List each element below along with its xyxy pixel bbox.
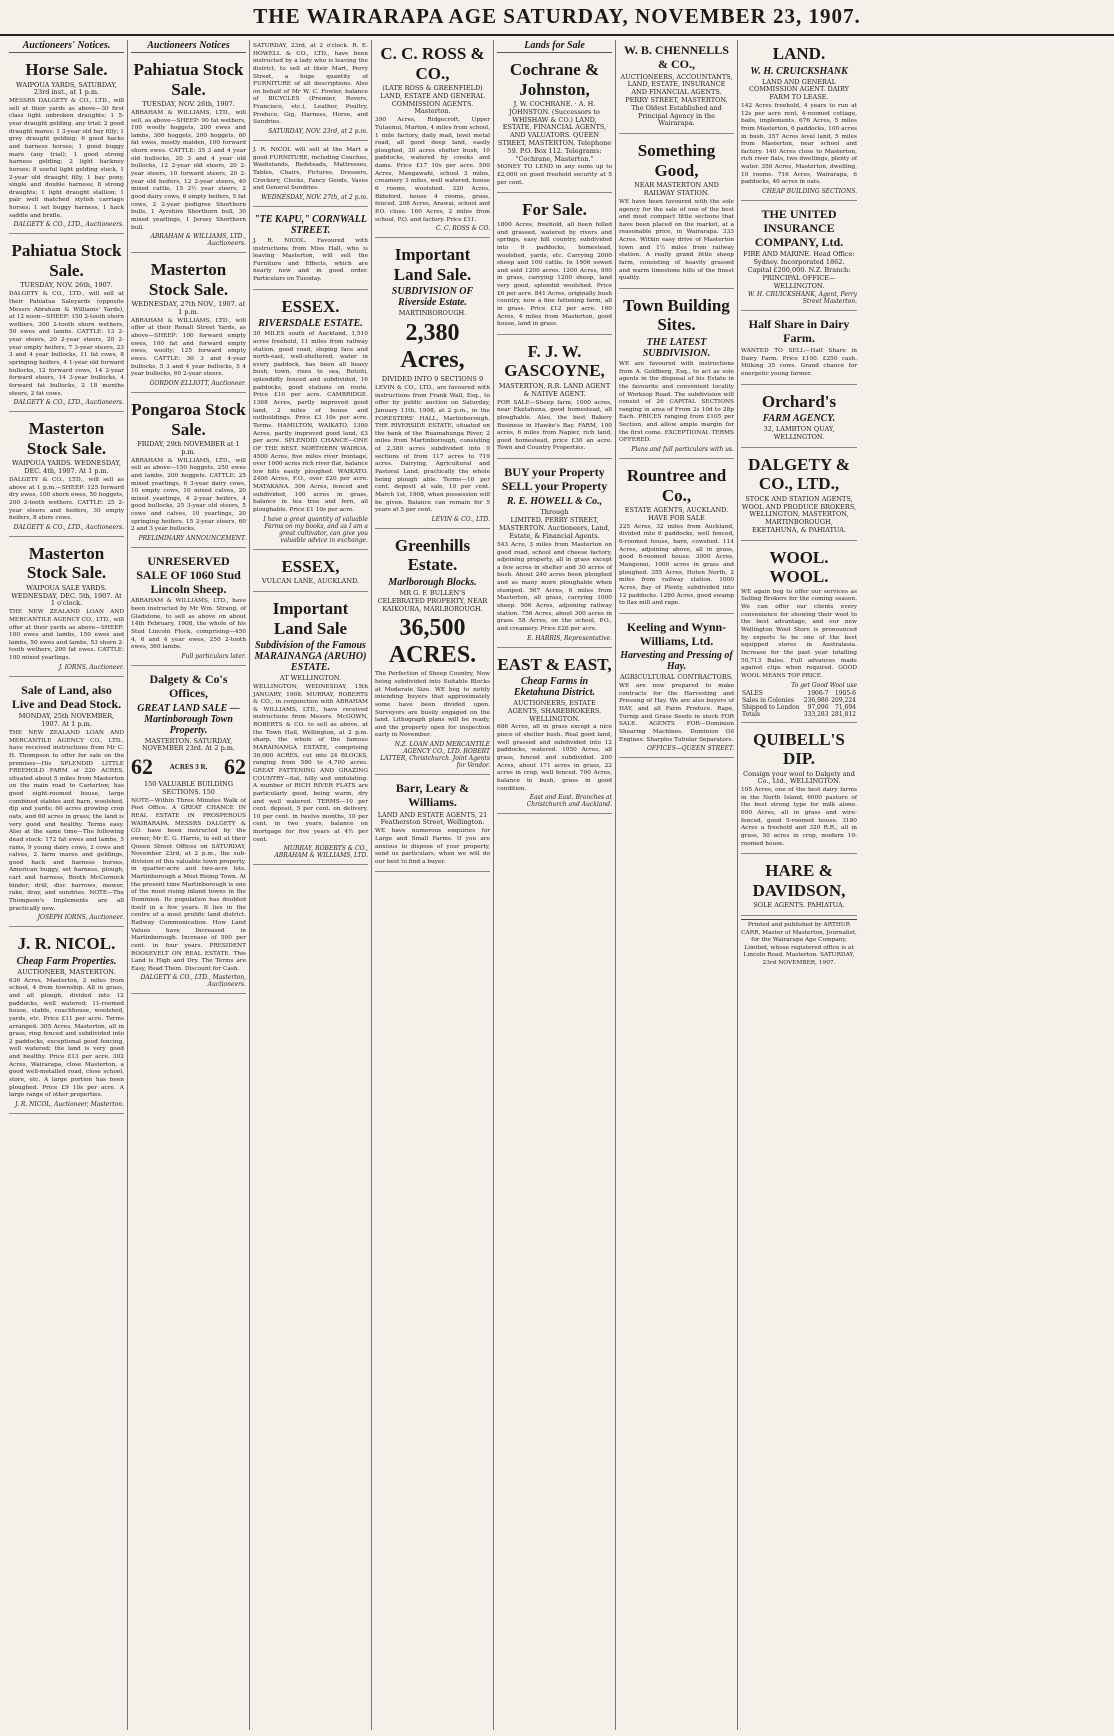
ad-body-text: J. R. NICOL. Favoured with instructions from Miss Hall, who is leaving Masterton, will sell the Furniture and Effects, which are nearly new and in good order. Particulars on Tuesday. [253,237,368,283]
column-4 [372,40,494,1730]
ad-heading: Half Share in Dairy Farm. [748,317,850,346]
ad-subheading: Harvesting and Pressing of Hay. [620,650,733,673]
ad-subtitle: AUCTIONEERS, ACCOUNTANTS, LAND, ESTATE, INSURANCE AND FINANCIAL AGENTS. PERRY STREET, MASTERTON. The Oldest Established and Principal Agency in the Wairarapa. [620,72,733,128]
advertisement [619,40,734,134]
ad-heading: Pahiatua Stock Sale. [11,241,122,280]
ad-subtitle: MR G. F. BULLEN'S CELEBRATED PROPERTY, NEAR KAIKOURA, MARLBOROUGH. [377,588,488,613]
table-header-cell: 1906-7 [807,689,829,697]
ad-heading: For Sale. [522,200,587,220]
ad-signature: DALGETY & CO., LTD., Auctioneers. [13,523,124,531]
ad-subheading: FARM AGENCY. [762,413,836,425]
advertisement [253,40,368,141]
advertisement [497,338,612,459]
ad-subtitle: Consign your wool to Dalgety and Co., Ltd., WELLINGTON. [743,769,855,786]
ad-subheading: Cheap Farm Properties. [16,955,117,967]
ad-body-text: NOTE—Within Three Minutes Walk of Post Office. A GREAT CHANCE IN REAL ESTATE IN PROSPEROUS WAIRARAPA. MESSRS DALGETY & CO. have been instructed by the owner, Mr E. G. Harris, to sell at their Queen Street Offices on SATURDAY, November 23rd, at 2 p.m., the sub-division of this valuable town property, in quarter-acre and two-acre lots. Martinborough a Most Rising Town. At the present time Martinborough is one of the most rising inland towns in the Dominion. Its population has doubled itself in a few years. It lies in the centre of a most prolific land district. Railway Communication. How Land Values have Increased in Martinborough. Increase of 500 per cent. in four years. PRESIDENT ROOSEVELT ON REAL ESTATE. This Land is High and Dry. The Terms are Easy, Read Them. Discount for Cash. [131,797,246,972]
advertisement [9,237,124,412]
ad-subheading: W. H. CRUICKSHANK [750,65,848,77]
acreage-unit: ACRES 3 R. [169,763,208,772]
ad-body-text: THE NEW ZEALAND LOAN AND MERCANTILE AGENCY CO., LTD., have received instructions from Mr C. H. Thompson to offer for sale on the premises—His SPLENDID LITTLE FREEHOLD FARM of 220 ACRES, situated about 5 miles from Masterton on the main road to Carterton; has good eight-roomed house, large combined stables and barn, woolshed, dip and yards; 60 acres growing crop oats, and 60 acres in grass; the land is very good and healthy. Terms easy. Also at the same time—The following dead stock: 172 fat ewes and lambs, 5 rams, 9 young dairy cows, 2 cows and calves, 2 farm mares and geldings, good hack and harness horses, American buggy, set harness, plough, cart and harness, Booth McCormick binder, drill, disc harrows, mower, rake, dray, and sundries. NOTE—The Thompson's Implements are all practically new. [9,729,124,912]
table-header-cell: SALES [742,689,763,697]
ad-signature: CHEAP BUILDING SECTIONS. [762,187,857,195]
table-row [741,704,857,711]
advertisement [741,314,857,384]
ad-body-text: 686 Acres, all in grass except a nice piece of shelter bush. Real good land, well grassed and subdivided into 12 paddocks, watered. 1050 Acres, all grass, fenced and subdivided. 200 Acres, about 171 acres in grass, 22 acres in crop, well fenced. 700 Acres, balance in bush, grass in good condition. [497,724,612,792]
ad-subheading: GREAT LAND SALE — Martinborough Town Property. [137,702,240,736]
ad-heading: Masterton Stock Sale. [148,260,229,299]
table-cell: Shipped to London [742,703,800,711]
ad-body-text: 1800 Acres, freehold, all been felled and grassed, watered by rivers and springs, easy hill country, subdivided into 9 paddocks, homestead, woolshed, yards, etc. Carrying 2000 sheep and 100 cattle. In 1906 sowed and sold 1200 acres. 1200 Acres, 900 in grass, carrying 1200 sheep, land very good, splendid woolshed. Price £6 per acre. 841 Acres, originally bush country, now a fine fattening farm, all in grass. Price £12 per acre. 160 Acres, 4 miles from Masterton, good house, land in grass. [497,221,612,328]
ad-heading: Important Land Sale [272,599,349,638]
ad-heading: Important Land Sale. [393,245,472,284]
table-cell: 236,986 [803,696,829,704]
ad-body-text: J. R. NICOL will sell at the Mart a good FURNITURE, including Couches, Washstands, Bedsteads, Mattresses, Tables, Chairs, Pictures, Dressers, Crockery, Clocks, Fancy Goods, Vases and General Sundries. [253,147,368,192]
ad-heading: C. C. ROSS & CO., [380,44,485,83]
ad-subtitle: Through [540,507,569,516]
advertisement [741,204,857,311]
ad-subtitle: AT WELLINGTON. [279,674,342,683]
ad-signature: C. C. ROSS & CO. [435,225,490,233]
ad-signature: JOSEPH IORNS, Auctioneer. [37,914,124,922]
table-header-row [741,690,857,697]
advertisement [741,726,857,855]
ad-heading: Orchard's [761,391,837,411]
ad-subheading: Cheap Farms in Eketahuna District. [513,676,596,699]
ad-subtitle: VULCAN LANE, AUCKLAND. [261,577,360,586]
ad-heading: Greenhills Estate. [394,535,471,575]
column-5 [494,40,616,1730]
ad-signature: OFFICES—QUEEN STREET. [646,745,734,753]
table-row [741,711,857,718]
column-header: Lands for Sale [497,40,612,53]
advertisement [253,595,368,865]
ad-subtitle: WAIPOUA SALE YARDS. WEDNESDAY, DEC. 5th, 1907. At 1 o'clock. [11,583,122,608]
ad-body-text: MONEY TO LEND in any sums up to £2,000 on good freehold security at 5 per cent. [497,164,612,186]
wool-sales-table [741,690,857,718]
advertisement [9,930,124,1114]
advertisement [131,56,246,253]
ad-subheading: THE LATEST SUBDIVISION. [642,337,711,359]
advertisement [131,551,246,666]
ad-subtitle: J. W. COCHRANE. · A. H. JOHNSTON. (Successors to WHISHAW & CO.) LAND, ESTATE, FINANCIAL AGENTS, AND VALUATORS. QUEEN STREET, MASTERTON. Telephone 59. P.O. Box 112. Telegrams: "Cochrane, Masterton." [497,100,612,163]
ad-subheading: Marlborough Blocks. [388,576,477,588]
advertisement [375,241,490,529]
ad-subtitle: FRIDAY, 29th NOVEMBER at 1 p.m. [137,440,240,456]
ad-subheading: Subdivision of the Famous MARAINANGA (ARUHO) ESTATE. [254,640,367,674]
ad-subtitle: SOLE AGENTS. PAHIATUA. [753,901,845,910]
table-cell: Sales in Colonies [742,696,794,704]
ad-heading: J. R. NICOL. [17,934,116,954]
ad-heading: Pahiatua Stock Sale. [133,60,244,99]
advertisement [9,540,124,677]
advertisement [741,544,857,723]
ad-subtitle: FIRE AND MARINE. Head Office: Sydney. Incorporated 1862. Capital £200,000. N.Z. Branch: PRINCIPAL OFFICE—WELLINGTON. [743,250,855,290]
advertisement [741,388,857,448]
ad-signature: J. R. NICOL, Auctioneer, Masterton. [15,1100,124,1108]
columns-container [6,40,1108,1730]
ad-subtitle: TUESDAY, NOV. 26th, 1907. [142,100,235,109]
advertisement [375,40,490,238]
advertisement [619,292,734,459]
ad-subtitle: NEAR MASTERTON AND RAILWAY STATION. [634,181,719,198]
advertisement [131,256,246,393]
ad-subtitle: WAIPOUA YARDS, SATURDAY, 23rd inst., at 1 p.m. [16,80,117,97]
ad-subtitle: (LATE ROSS & GREENFIELD) LAND, ESTATE AND GENERAL COMMISSION AGENTS. Masterton. [380,84,485,116]
table-row [741,697,857,704]
ad-heading: Sale of Land, also Live and Dead Stock. [11,682,122,711]
ad-heading: Something Good, [637,141,716,180]
advertisement [131,669,246,995]
advertisement [9,56,124,234]
column-7 [738,40,860,1730]
ad-body-text: The Perfection of Sheep Country, Now being subdivided into Suitable Blocks at Moderate Size. WE beg to notify intending buyers that approximately some have been divided upon. Surveyors are busily engaged on the land. Lithograph plans will be ready, and the property open for inspection early in November. [375,671,490,739]
ad-body-text: 30 MILES south of Auckland, 1,510 acres freehold, 11 miles from railway station, good road, sloping face and north-east, well-sheltered, water in every paddock, has been all heavy bush, town, rises to sea, Rotoiti, splendidly fenced and subdivided, 16 paddocks, good stations on route. Price £10 per acre. CAMBRIDGE. 1368 Acres, partly improved good land, 2 miles of house and outbuildings. Price £3 10s per acre. Terms. HAMILTON, WAIKATO. 1300 Acres, partly improved good land, £3 per acre. SPLENDID CHANCE—ONE OF THE BEST. NORTHERN WAIROA. 4500 Acres, five miles river frontage, over 1000 acres rich river flat, balance low hills easily ploughed. WAIKATO. 2400 Acres, F.O., over £20 per acre. MATAKANA. 306 Acres, fenced and subdivided, 100 acres in grass, balance in tea tree and fern, all ploughable. Price £1 10s per acre. [253,331,368,514]
ad-subtitle: AUCTIONEER, MASTERTON. [17,967,116,976]
advertisement [497,56,612,193]
ad-heading: Masterton Stock Sale. [26,543,107,583]
ad-heading: W. B. CHENNELLS & CO., [624,43,729,71]
advertisement [497,462,612,647]
ad-heading: ESSEX, [281,556,340,576]
advertisement [619,137,734,289]
ad-body-text: WELLINGTON, WEDNESDAY, 15th JANUARY, 1908. MURRAY, ROBERTS & CO., in conjunction with ABRAHAM & WILLIAMS, LTD., have received instructions from Messrs. McGOWN, ROBERTS & CO. to sell as above, at the Town Hall, Wellington, at 2 p.m. sharp, the whole of the famous MARAINANGA ESTATE, comprising 36,000 ACRES, cut into 24 BLOCKS, ranging from 580 to 4,700 acres. GREAT FATTENING AND GRAZING COUNTRY—flat, hilly and undulating. A number of RICH RIVER FLATS are particularly good, being warm, dry and well watered. TERMS—10 per cent. deposit, 5 per cent. on delivery, 10 per cent. in twelve months, 10 per cent. in two years, balance on mortgage for five years at 4½ per cent. [253,683,368,843]
ad-body-text: DALGETY & CO., LTD., will sell at their Pahiatua Saleyards (opposite Messrs Abraham & Williams' Yards), at 12 noon—SHEEP: 150 2-tooth shorn wethers, 300 2-tooth shorn wethers, 50 ewes and lambs. CATTLE: 13 2-year steers, 20 2-year steers, 20 2-year empty heifers, 7 3-year steers, 23 3 and 4 year bullocks, 11 fat cows, 8 springing heifers, 4 1-year old forward bullocks, 12 forward cows, 14 2-year forward steers, 14 3-year bullocks, 4 forward fat bullocks, 2 18 months steers, 2 fat cows. [9,291,124,397]
table-cell: 209,224 [831,696,856,704]
ad-heading: F. J. W. GASCOYNE, [504,341,605,381]
ad-subheading: SUBDIVISION OF Riverside Estate. [391,286,474,309]
ad-heading: DALGETY & CO., LTD., [748,454,850,494]
ad-body-text: WANTED TO SELL—Half Share in Dairy Farm. Price £100. £250 cash. Milking 35 cows. Grand chance for energetic young farmer. [741,347,857,377]
ad-heading: ESSEX. [281,296,340,316]
ad-subtitle: WEDNESDAY, 27th NOV., 1907. at 1 p.m. [131,300,246,317]
ad-signature: MURRAY, ROBERTS & CO., ABRAHAM & WILLIAMS, LTD. [274,845,368,860]
ad-signature: East and East. Branches at Christchurch and Auckland. [526,794,612,809]
ad-heading: BUY your Property SELL your Property [501,465,608,493]
advertisement [497,196,612,335]
ad-body-text: 225 Acres, 32 miles from Auckland, divided into 6 paddocks, well fenced, 6-roomed house, barn, cowshed. 114 Acres, adjoining above, all in grass, good 6-roomed house. 3000 Acres, Mangonui, 1000 acres in grass and ploughed. 355 Acres, Hoten North, 2 miles from railway station. 1000 Acres, Bay of Plenty, subdivided into 12 paddocks. 1280 Acres, good swamp to flax mill and rape. [619,523,734,607]
ad-heading: LAND. [772,44,826,63]
ad-signature: E. HARRIS, Representative. [527,634,612,642]
ad-signature: SATURDAY, NOV. 23rd, at 2 p.m. [268,128,368,136]
ad-body-text: THE NEW ZEALAND LOAN AND MERCANTILE AGENCY CO., LTD., will offer at their yards as above—SHEEP: 100 ewes and lambs, 150 ewes and lambs, 50 ewes and lambs, 53 shorn 2-tooth wethers, 200 fat ewes. CATTLE: 100 mixed yearlings. [9,609,124,662]
ad-subtitle: WAIPOUA YARDS. WEDNESDAY, DEC. 4th, 1907. At 1 p.m. [12,459,121,476]
ad-signature: Full particulars later. [181,652,246,660]
ad-body-text: ABRAHAM & WILLIAMS, LTD., will sell, as above—SHEEP: 90 fat wethers, 100 woolly hoggets, 200 ewes and lambs, 300 hoggets, 200 hoggets, 60 fat ewes, mostly maiden, 100 forward shorn ewes. CATTLE: 35 3 and 4 year old bullocks, 20 3 and 4 year old bullocks, 12 2-year old steers, 20 2-year steers, 10 forward steers, 20 2-year old heifers, 12 2-year steers, 40 mixed cattle, 15 2½ year steers, 2 good dairy cows, 6 empty heifers, 5 fat cows, 2 2-year pedigree Shorthorn bulls, 1 Ayrshire Shorthorn bull, 30 mixed yearlings, 1 Jersey Shorthorn bull. [131,109,246,231]
advertisement [741,451,857,541]
column-header: Auctioneers Notices [131,40,246,53]
advertisement [741,40,857,201]
table-cell: 71,694 [835,703,856,711]
table-header-cell: 1905-6 [834,689,856,697]
ad-body-text: SATURDAY, 23rd, at 2 o'clock. R. E. HOWELL & CO., LTD., have been instructed by a lady who is leaving the district, to sell at their Mart, Perry Street, a huge quantity of FURNITURE of all descriptions. Also on behalf of Mr W. C. Fowler, balance of BICYCLES (Premier, Rovers, Francisco, etc.), Leather, Poultry, Produce, Gig, Harness, Horse, and Sundries. [253,43,368,126]
ad-subtitle: STOCK AND STATION AGENTS, WOOL AND PRODUCE BROKERS, WELLINGTON, MASTERTON, MARTINBOROUGH, EKETAHUNA, & PAHIATUA. [741,494,857,534]
ad-heading: Town Building Sites. [623,295,730,335]
ad-heading: EAST & EAST, [497,654,612,674]
ad-body-text: 105 Acres, one of the best dairy farms in the North Island, 6000 pasture of the best strong type for milk alone. 600 Acres, all in grass and wire-fenced, good 5-roomed house. 3180 Acres a freehold and 320 R.R., all in grass, 50 acres in crop, modern 10-roomed house. [741,787,857,847]
ad-heading: Pongaroa Stock Sale. [131,399,246,439]
ad-body-text: FOR SALE—Sheep farm, 1000 acres, near Eketahuna, good homestead, all ploughable. Also, the best Bakery Business in Hawke's Bay. FARM, 100 acres, 6 miles from Napier, rich land, good homestead, price £30 an acre. Town and Country Properties. [497,399,612,452]
advertisement [9,415,124,537]
ad-subtitle: AUCTIONEERS, ESTATE AGENTS, SHAREBROKERS. WELLINGTON. [507,699,602,723]
ad-subheading: RIVERSDALE ESTATE. [258,318,363,330]
ad-subtitle: AGRICULTURAL CONTRACTORS. [619,673,734,682]
ad-heading: WOOL. WOOL. [769,547,829,587]
ad-body-text: ABRAHAM & WILLIAMS, LTD., will sell as above—150 hoggets, 250 ewes and lambs, 200 hoggets. CATTLE: 25 mixed yearlings, 6 3-year dairy cows, 10 empty cows, 10 mixed calves, 20 mixed yearlings, 4 2-year heifers, 4 good bullocks, 25 3-year old steers, 5 cows and calves, 10 yearlings, 20 springing heifers, 15 2-year steers, 60 2 and 3 year bullocks. [131,457,246,533]
advertisement [619,462,734,614]
ad-heading: Masterton Stock Sale. [26,419,107,458]
printer-imprint: Printed and published by ARTHUR CARR, Master of Masterton, Journalist, for the Wairarapa Age Company, Limited, whose registered office is at Lincoln Road, Masterton. SATURDAY, 23rd NOVEMBER, 1907. [741,919,857,967]
ad-heading: Keeling and Wynn-Williams, Ltd. [626,619,727,648]
ad-body-text: WE are now prepared to make contracts for the Harvesting and Pressing of Hay. We are also buyers of HAY, and all Farm Produce. Rape, Turnip and Grass Seeds in stock FOR SALE. AGENTS FOR—Dominion Shearing Machines. Dominion Oil Engines. Sharples Tubular Separators. [619,683,734,743]
ad-body-text: LEVIN & CO., LTD., are favoured with instructions from Frank Wall, Esq., to offer by public auction on Saturday, January 11th, 1908, at 2 p.m., in the FORESTERS' HALL, Martinborough. THE RIVERSIDE ESTATE, situated on the bank of the Ruamahunga River, 2 miles from Martinborough, consisting of 2,380 acres subdivided into 9 sections of from 117 acres to 719 acres. Dairying, Agricultural and Pastoral Land, practically the whole being plough able. Terms—10 per cent. deposit at sale, 10 per cent. March 1st, 1908, when possession will be given. Balance can remain for 5 years at 5 per cent. [375,384,490,514]
ad-heading: Dalgety & Co's Offices, [149,671,228,700]
column-header: Auctioneers' Notices. [9,40,124,53]
advertisement [253,210,368,290]
ad-body-text: WE have been favoured with the sole agency for the sale of one of the best and most compact little sections that have been placed on the market, at a reasonable price, in Wairarapa. 333 Acres. Within easy drive of Masterton town and 1½ miles from railway station. A really grand little sheep farm, consisting of heavily grassed and warm limestone hills of the finest quality. [619,198,734,282]
column-6 [616,40,738,1730]
ad-body-text: 543 Acre, 3 miles from Masterton on good road, school and cheese factory, adjoining property, all in grass except a few acres in shelter and 30 acres of bush. About 240 acres been ploughed and as many more ploughable when stumped. 567 Acres, 6 miles from Masterton, all grass, carrying 1000 sheep. 506 Acres, adjoining railway station. 756 Acres, about 300 acres in grass. 58 Acres, on the school, P.O., and creamery. Price £26 per acre. [497,541,612,632]
ad-signature: N.Z. LOAN AND MERCANTILE AGENCY CO., LTD. ROBERT LATTER, Christchurch. Joint Agents for Vendor. [380,741,490,770]
advertisement [619,617,734,759]
masthead-title: THE WAIRARAPA AGE SATURDAY, NOVEMBER 23, 1907. [0,0,1114,36]
advertisement [253,293,368,550]
advertisement [253,144,368,207]
ad-body-text: 390 Acres, Ridgecroft, Upper Tutaenui, Marton, 4 miles from school, 1 mile factory, daily mail, level metal road, all good deep land, easily ploughed, 30 acres shelter bush, 10 paddocks, watered by creeks and dams. Price £17 10s per acre. 500 Acres, Mangawahi, school 3 miles, creamery 3 miles, well watered, house 6 rooms, woolshed. 320 Acres, Bideford, house 4 rooms, grass, fenced. 208 Acres, Arawai, school and P.O. close. 160 Acres, 2 miles from school, P.O. and factory. Price £11. [375,117,490,223]
acreage-left: 62 [131,754,153,780]
ad-subtitle-secondary: 150 VALUABLE BUILDING SECTIONS. 150 [143,780,234,796]
ad-body-text: ABRAHAM & WILLIAMS, LTD., have been instructed by Mr Wm. Strang, of Gladstone, to sell as above on about 14th February, 1908, the whole of his Stud Lincoln Flock, comprising—450 4, 6 and 4 year ewes, 250 2-tooth ewes, 360 lambs. [131,598,246,651]
ad-subheading: R. E. HOWELL & Co., [506,495,603,507]
column-3 [250,40,372,1730]
ad-heading: QUIBELL'S DIP. [753,729,845,769]
advertisement [741,857,857,916]
ad-signature: I have a great quantity of valuable Farms on my books, and as I am a great cultivator, can give you valuable advice in exchange. [263,515,368,544]
ad-signature: LEVIN & CO., LTD. [431,515,490,523]
ad-body-text: DALGETY & CO., LTD., will sell as above at 1 p.m.—SHEEP: 125 forward dry ewes, 100 shorn ewes, 50 hoggets, 200 2-tooth wethers. CATTLE: 25 2-year steers and heifers, 30 empty heifers, 8 store cows. [9,476,124,522]
ad-body-text: ABRAHAM & WILLIAMS, LTD., will offer at their Renall Street Yards, as above—SHEEP: 100 forward empty ewes, 100 fat and forward empty ewes, woolly; 125 forward empty ewes. CATTLE: 30 3 and 4-year bullocks, 5 3 and 4 year bullocks, 5 4 year bullocks, 60 2-year steers. [131,317,246,378]
advertisement [9,680,124,928]
ad-signature: GORDON ELLIOTT, Auctioneer. [149,379,246,387]
table-cell: 281,812 [831,710,856,718]
ad-body-text: WE are favoured with instructions from A. Goldberg, Esq., to act as sole agents in the disposal of his Estate in the favourite and convenient locality of Worksop Road. The subdivision will consist of 26 CAPITAL SECTIONS ranging in area of From 2s 10d to 28p Each. PRICES ranging from £105 per Section, and allow ample margin for the first come. EXCEPTIONAL TERMS OFFERED. [619,361,734,444]
ad-signature: DALGETY & CO., LTD., Auctioneers. [13,221,124,229]
ad-heading: HARE & DAVIDSON, [752,861,846,900]
ad-signature: DALGETY & CO., LTD., Masterton, Auctioneers. [140,974,246,989]
acreage-headline: 36,500 ACRES. [388,615,477,669]
ad-heading: UNRESERVED SALE OF 1060 Stud Lincoln Sheep. [136,554,241,596]
ad-subtitle: 32, LAMBTON QUAY, WELLINGTON. [763,425,835,441]
advertisement [497,651,612,815]
advertisement [253,553,368,592]
ad-subtitle: MASTERTON. SATURDAY, NOVEMBER 23rd. At 2 p.m. [141,736,236,753]
ad-subtitle: LAND AND ESTATE AGENTS, 21 Featherston Street, Wellington. [377,810,488,827]
acreage-right: 62 [223,754,246,780]
column-2 [128,40,250,1730]
ad-signature: DALGETY & CO., LTD., Auctioneers. [13,399,124,407]
ad-subtitle-secondary: LIMITED. PERRY STREET, MASTERTON. Auctioneers, Land, Estate, & Financial Agents. [499,516,610,541]
ad-body-text: MESSRS DALGETY & CO., LTD., will sell at their yards as above—30 first class light unbroken draughts; 1 5-year draught gelding, any trial; 2 good draught mares; 1 3-year old bay filly; 1 grey draught gelding; 6 good hacks and harness horses; 1 good buggy mare (any trial); 1 good strong harness gelding; 2 light hackney horses; 8 useful light gelding stock, 1 2-year old draught filly, 1 bay pony, single and double harness; 8 strong draughts; 1 light draught stallion; 1 pair well matched stylish carriage horses; 1 set buggy harness, 1 hack saddle and bridle. [9,98,124,219]
ad-subtitle: MARTINBOROUGH. [398,309,467,318]
ad-signature: ABRAHAM & WILLIAMS, LTD., Auctioneers. [150,233,246,248]
column-1 [6,40,128,1730]
ad-signature: WEDNESDAY, NOV. 27th, at 2 p.m. [261,193,368,201]
advertisement [375,778,490,872]
ad-signature: PRELIMINARY ANNOUNCEMENT. [138,535,246,543]
table-cell: 333,283 [803,710,829,718]
ad-signature: J. IORNS, Auctioneer. [58,663,124,671]
ad-signature: W. H. CRUICKSHANK, Agent, Perry Street Masterton. [747,291,857,306]
table-cell: 97,096 [807,703,829,711]
ad-subtitle: TUESDAY, NOV. 26th, 1907. [20,281,113,290]
ad-subtitle: MONDAY, 25th NOVEMBER, 1907. At 1 p.m. [18,712,115,729]
acreage-headline: 2,380 Acres, [400,320,465,374]
ad-heading: Horse Sale. [25,60,108,79]
ad-heading: Cochrane & Johnston, [509,60,600,99]
ad-subtitle: ESTATE AGENTS, AUCKLAND. HAVE FOR SALE [624,506,729,522]
ad-body-text: WE have numerous enquiries for Large and Small Farms. If you are anxious to dispose of your property, send us particulars, when we will do our best to find a buyer. [375,828,490,865]
advertisement [131,396,246,548]
ad-heading: Rountree and Co., [626,466,727,505]
advertisement [375,532,490,775]
ad-signature: Plans and full particulars with us. [631,446,734,454]
ad-body-text: 636 Acres, Masterton, 2 miles from school, 4 from township. All in grass, and all plough, divided into 12 paddocks, well watered; 11-roomed house, stable, coachhouse, woolshed, yards, etc. Price £11 per acre. Terms arranged. 305 Acres, Masterton, all in grass, ring fenced and subdivided into 2 paddocks, exceptional good fencing, well watered; the land is very good and healthy. Price £13 per acre. 302 Acres, Wairarapa, close Masterton, a good well-metalled road, close school, store, etc. A large portion has been ploughed. Price £9 10s per acre. A large range of other properties. [9,977,124,1099]
ad-body-text: 142 Acres freehold, 4 years to run at 12s per acre rent, 4-roomed cottage, bails, implements. 676 Acres, 5 miles from Masterton, 6 paddocks, 100 acres in bush. 357 Acres level land, 5 miles from Masterton, near school and factory. 140 Acres close to Masterton, rich river flats, two dwellings, plenty of water. 350 Acres, Masterton, dwelling, 10 rooms. 716 Acres, Wairarapa, 6 paddocks, 40 acres in oats. [741,102,857,186]
ad-heading: Barr, Leary & Williams. [395,781,470,809]
acreage-banner [131,754,246,780]
ad-body-text: WE again beg to offer our services as Selling Brokers for the coming season. We can offer our clients every convenience for showing their wool to the best advantage, and our new Wellington Wool Store is pronounced by experts to be one of the best equipped stores in Australasia. Increase for the past year totalling 50,713 Bales. Full advances made against clips when required. GOOD WOOL MEANS TOP PRICE. [741,588,857,679]
ad-signature: To get Good Wool use [791,681,857,689]
ad-subheading: "TE KAPU," CORNWALL STREET. [254,213,367,236]
ad-heading: THE UNITED INSURANCE COMPANY, Ltd. [754,206,844,249]
ad-subtitle-secondary: DIVIDED INTO 9 SECTIONS 9 [381,375,484,384]
ad-subtitle: LAND AND GENERAL COMMISSION AGENT. DAIRY FARM TO LEASE. [749,77,849,102]
table-cell: Totals [742,710,761,718]
ad-subtitle: MASTERTON, R.R. LAND AGENT & NATIVE AGENT. [498,382,611,398]
